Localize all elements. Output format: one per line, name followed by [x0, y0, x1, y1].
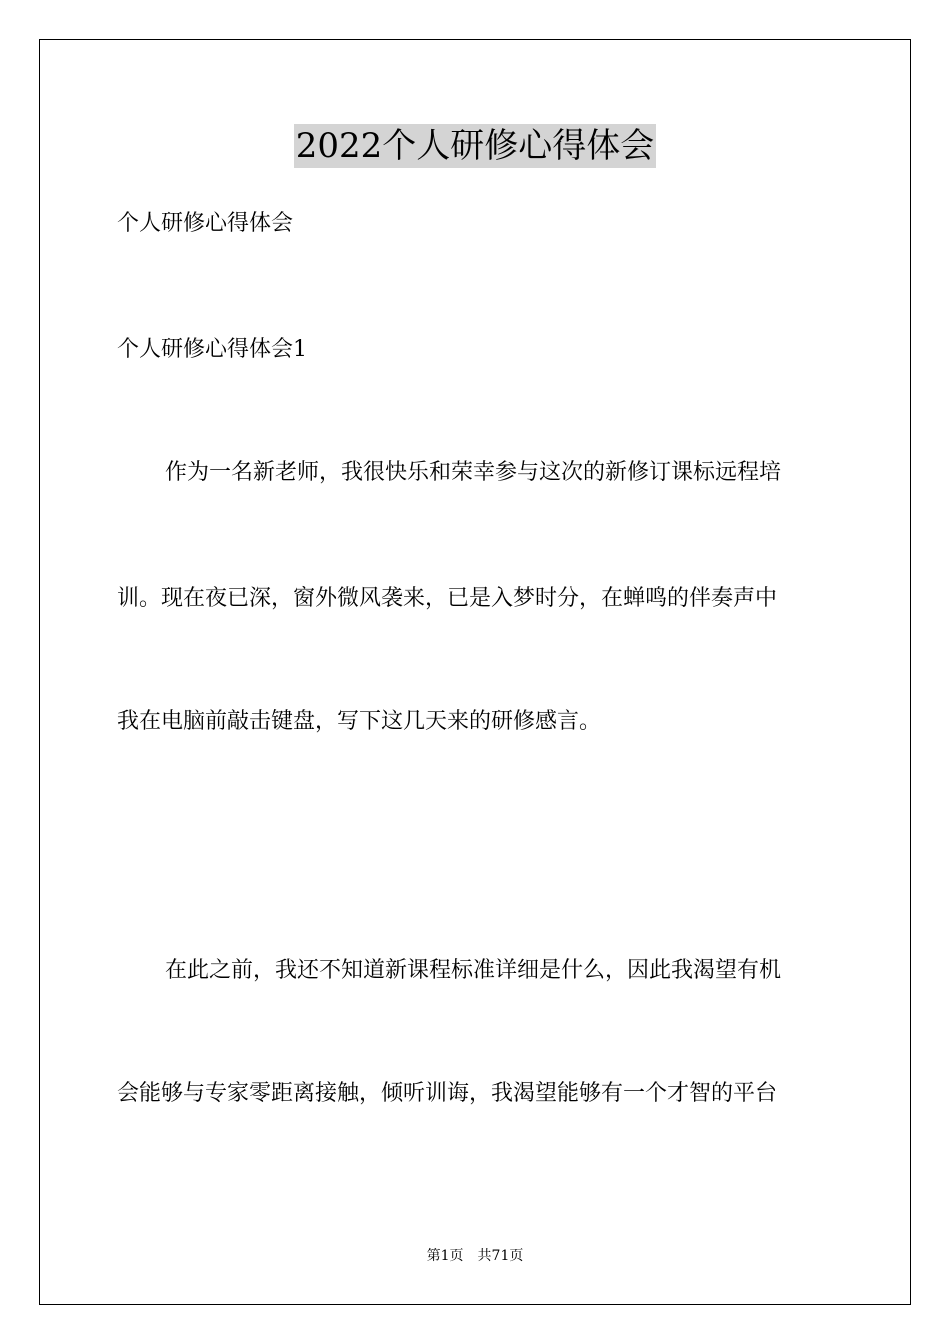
- paragraph-1-line-3: 我在电脑前敲击键盘，写下这几天来的研修感言。: [117, 709, 602, 734]
- section-heading: 个人研修心得体会1: [117, 337, 307, 362]
- document-subtitle: 个人研修心得体会: [117, 211, 294, 236]
- page-total: 共71页: [477, 1248, 524, 1264]
- page-footer: [0, 1247, 950, 1265]
- paragraph-1-line-1: 作为一名新老师，我很快乐和荣幸参与这次的新修订课标远程培: [165, 460, 782, 485]
- paragraph-2-line-2: 会能够与专家零距离接触，倾听训诲，我渴望能够有一个才智的平台: [117, 1081, 778, 1106]
- document-title-text: 2022个人研修心得体会: [295, 126, 655, 166]
- document-title: [0, 124, 950, 168]
- paragraph-1-line-2: 训。现在夜已深，窗外微风袭来，已是入梦时分，在蝉鸣的伴奏声中: [117, 586, 778, 611]
- page-number: 第1页: [426, 1248, 464, 1264]
- paragraph-2-line-1: 在此之前，我还不知道新课程标准详细是什么，因此我渴望有机: [165, 958, 782, 983]
